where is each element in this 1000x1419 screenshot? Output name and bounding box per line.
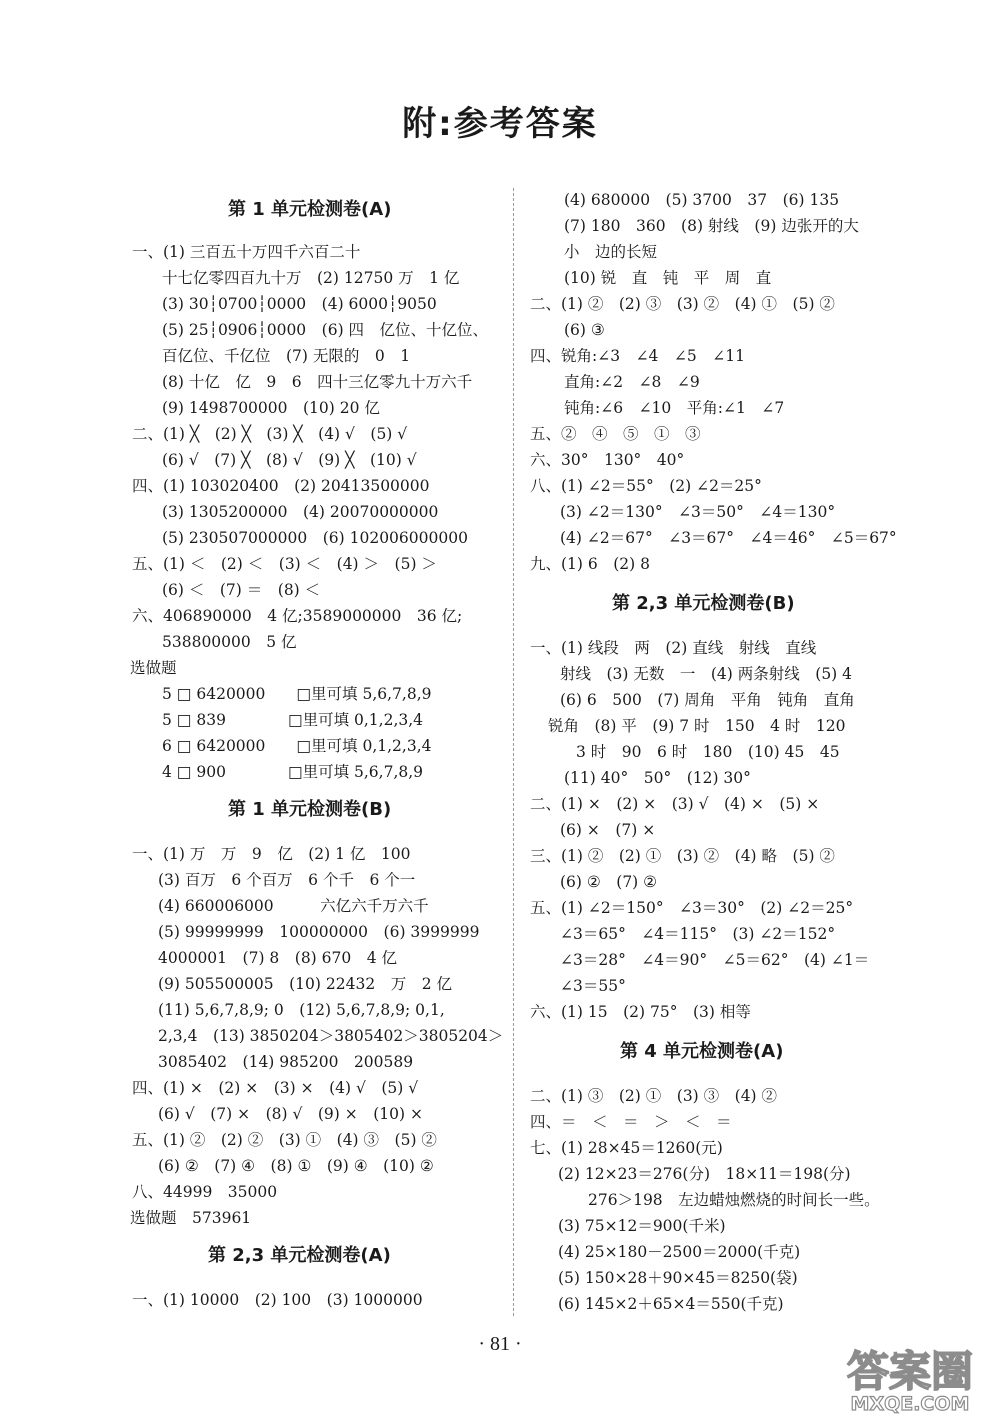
answer-line: 直角:∠2 ∠8 ∠9 (564, 373, 700, 391)
answer-line: 四、(1) × (2) × (3) × (4) √ (5) √ (132, 1079, 419, 1097)
answer-line: 4 □ 900 □里可填 5,6,7,8,9 (162, 763, 424, 781)
answer-line: ∠3＝28° ∠4＝90° ∠5＝62° (4) ∠1＝ (560, 951, 870, 969)
answer-line: 一、(1) 线段 两 (2) 直线 射线 直线 (530, 639, 817, 657)
answer-line: (3) 30┆0700┆0000 (4) 6000┆9050 (162, 295, 437, 313)
answer-line: 三、(1) ② (2) ① (3) ② (4) 略 (5) ② (530, 847, 835, 865)
answer-line: 2,3,4 (13) 3850204＞3805402＞3805204＞ (158, 1027, 504, 1045)
answer-line: 3085402 (14) 985200 200589 (158, 1053, 414, 1071)
answer-line: (2) 12×23＝276(分) 18×11＝198(分) (558, 1165, 851, 1183)
answer-line: 6 □ 6420000 □里可填 0,1,2,3,4 (162, 737, 432, 755)
answer-line: (6) √ (7) × (8) √ (9) × (10) × (158, 1105, 423, 1123)
section-heading: 第 4 单元检测卷(A) (620, 1041, 784, 1062)
answer-line: 射线 (3) 无数 一 (4) 两条射线 (5) 4 (560, 665, 853, 683)
answer-line: (6) ② (7) ② (560, 873, 658, 891)
section-heading: 第 2,3 单元检测卷(A) (208, 1245, 391, 1266)
answer-line: ∠3＝65° ∠4＝115° (3) ∠2＝152° (560, 925, 836, 943)
answer-line: 四、锐角:∠3 ∠4 ∠5 ∠11 (530, 347, 745, 365)
answer-line: 二、(1) ╳ (2) ╳ (3) ╳ (4) √ (5) √ (132, 425, 408, 443)
answer-line: (5) 99999999 100000000 (6) 3999999 (158, 923, 480, 941)
page-number: · 81 · (478, 1333, 522, 1355)
answer-line: (5) 150×28＋90×45＝8250(袋) (558, 1269, 798, 1287)
answer-line: (4) 660006000 六亿六千万六千 (158, 897, 429, 915)
page-title: 附:参考答案 (402, 104, 598, 144)
section-heading: 第 2,3 单元检测卷(B) (612, 593, 795, 614)
answer-line: 小 边的长短 (564, 243, 658, 261)
answer-line: (11) 40° 50° (12) 30° (564, 769, 751, 787)
answer-line: (6) 145×2＋65×4＝550(千克) (558, 1295, 784, 1313)
answer-line: 十七亿零四百九十万 (2) 12750 万 1 亿 (162, 269, 460, 287)
answer-line: 一、(1) 万 万 9 亿 (2) 1 亿 100 (132, 845, 411, 863)
answer-line: 六、30° 130° 40° (530, 451, 685, 469)
answer-line: 四、＝ ＜ ＝ ＞ ＜ ＝ (530, 1113, 732, 1131)
answer-line: (9) 505500005 (10) 22432 万 2 亿 (158, 975, 452, 993)
answer-line: (5) 230507000000 (6) 102006000000 (162, 529, 468, 547)
watermark-logo (826, 1340, 994, 1414)
answer-line: (8) 十亿 亿 9 6 四十三亿零九十万六千 (162, 373, 473, 391)
answer-line: (5) 25┆0906┆0000 (6) 四 亿位、十亿位、 (162, 321, 489, 339)
answer-line: (3) 百万 6 个百万 6 个千 6 个一 (158, 871, 416, 889)
answer-line: 5 □ 6420000 □里可填 5,6,7,8,9 (162, 685, 432, 703)
answer-line: 九、(1) 6 (2) 8 (530, 555, 650, 573)
answer-line: 四、(1) 103020400 (2) 20413500000 (132, 477, 430, 495)
answer-line: 钝角:∠6 ∠10 平角:∠1 ∠7 (564, 399, 785, 417)
answer-line: (10) 锐 直 钝 平 周 直 (564, 269, 772, 287)
answer-line: (6) √ (7) ╳ (8) √ (9) ╳ (10) √ (162, 451, 417, 469)
answer-line: (9) 1498700000 (10) 20 亿 (162, 399, 380, 417)
answer-line: (3) ∠2＝130° ∠3＝50° ∠4＝130° (560, 503, 836, 521)
answer-line: 五、(1) ② (2) ② (3) ① (4) ③ (5) ② (132, 1131, 437, 1149)
watermark-top-text: 答案圈 (846, 1347, 974, 1396)
answer-line: ∠3＝55° (560, 977, 626, 995)
answer-line: 百亿位、千亿位 (7) 无限的 0 1 (162, 347, 411, 365)
answer-line: (6) 6 500 (7) 周角 平角 钝角 直角 (560, 691, 855, 709)
watermark-url: MXQE.COM (850, 1393, 970, 1414)
answer-line: 276＞198 左边蜡烛燃烧的时间长一些。 (588, 1191, 880, 1209)
answer-line: 选做题 (130, 659, 177, 677)
answer-line: 五、(1) ＜ (2) ＜ (3) ＜ (4) ＞ (5) ＞ (132, 555, 437, 573)
answer-line: (6) × (7) × (560, 821, 656, 839)
answer-line: (6) ② (7) ④ (8) ① (9) ④ (10) ② (158, 1157, 434, 1175)
answer-line: 4000001 (7) 8 (8) 670 4 亿 (158, 949, 398, 967)
answer-line: 二、(1) ② (2) ③ (3) ② (4) ① (5) ② (530, 295, 835, 313)
answer-line: 选做题 573961 (130, 1209, 252, 1227)
answer-line: (11) 5,6,7,8,9; 0 (12) 5,6,7,8,9; 0,1, (158, 1001, 445, 1019)
answer-line: (3) 1305200000 (4) 20070000000 (162, 503, 439, 521)
answer-line: (6) ＜ (7) ＝ (8) ＜ (162, 581, 321, 599)
section-heading: 第 1 单元检测卷(B) (228, 799, 392, 820)
answer-line: 5 □ 839 □里可填 0,1,2,3,4 (162, 711, 424, 729)
answer-line: 538800000 5 亿 (162, 633, 297, 651)
answer-line: 八、(1) ∠2＝55° (2) ∠2＝25° (530, 477, 762, 495)
answer-line: 六、406890000 4 亿;3589000000 36 亿; (132, 607, 463, 625)
answer-line: 八、44999 35000 (132, 1183, 278, 1201)
answer-line: 七、(1) 28×45＝1260(元) (530, 1139, 723, 1157)
answer-line: 五、(1) ∠2＝150° ∠3＝30° (2) ∠2＝25° (530, 899, 854, 917)
answer-line: (7) 180 360 (8) 射线 (9) 边张开的大 (564, 217, 859, 235)
section-heading: 第 1 单元检测卷(A) (228, 199, 392, 220)
answer-line: 二、(1) ③ (2) ① (3) ③ (4) ② (530, 1087, 778, 1105)
answer-line: (4) ∠2＝67° ∠3＝67° ∠4＝46° ∠5＝67° (560, 529, 897, 547)
answer-line: (6) ③ (564, 321, 605, 339)
answer-line: 一、(1) 三百五十万四千六百二十 (132, 243, 361, 261)
answer-line: 二、(1) × (2) × (3) √ (4) × (5) × (530, 795, 820, 813)
answer-line: 锐角 (8) 平 (9) 7 时 150 4 时 120 (548, 717, 846, 735)
answer-line: 五、② ④ ⑤ ① ③ (530, 425, 701, 443)
column-divider (513, 188, 514, 1316)
answer-line: (3) 75×12＝900(千米) (558, 1217, 726, 1235)
answer-line: 六、(1) 15 (2) 75° (3) 相等 (530, 1003, 751, 1021)
answer-line: 3 时 90 6 时 180 (10) 45 45 (576, 743, 840, 761)
answer-line: 一、(1) 10000 (2) 100 (3) 1000000 (132, 1291, 423, 1309)
answer-line: (4) 680000 (5) 3700 37 (6) 135 (564, 191, 840, 209)
answer-line: (4) 25×180－2500＝2000(千克) (558, 1243, 801, 1261)
